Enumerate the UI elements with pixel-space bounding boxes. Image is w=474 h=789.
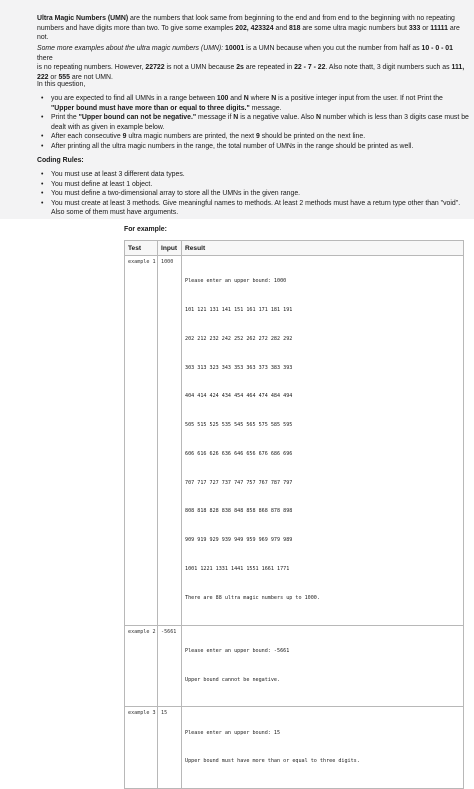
- problem-description: [0, 0, 474, 219]
- coding-rules-list: [37, 170, 469, 218]
- test-cell: example 1: [125, 256, 158, 626]
- test-cell: example 3: [125, 707, 158, 789]
- umn-term: Ultra Magic Numbers (UMN): [37, 15, 129, 22]
- list-item: • You must define a two-dimensional array to store all the UMNs in the given range.: [37, 189, 469, 199]
- table-row: [125, 625, 464, 707]
- column-header-test: Test: [125, 241, 158, 256]
- intro-paragraph-2: Some more examples about the ultra magic numbers (UMN): 10001 is a UMN because when you cut the number from half as 10 - 0 - 01 there is no repeating numbers. However, 22722 is not a UMN because 2s are repeated in 22 - 7 - 22. Also note thatt, 3 digit numbers such as 111, 222 or 555 are not UMN.: [37, 45, 465, 81]
- list-item: • you are expected to find all UMNs in a range between 100 and N where N is a positive integer input from the user. If not Print the "Upper bound must have more than or equal to three digits." message.: [37, 94, 469, 113]
- table-row: [125, 256, 464, 626]
- requirements-list: [37, 94, 469, 152]
- list-item: • After each consecutive 9 ultra magic numbers are printed, the next 9 should be printed on the next line.: [37, 132, 469, 142]
- column-header-result: Result: [182, 241, 464, 256]
- intro-paragraph-3: In this question,: [37, 81, 86, 88]
- coding-rules-title: Coding Rules:: [37, 157, 84, 164]
- result-cell: Please enter an upper bound: 1000 101 121 131 141 151 161 171 181 191 202 212 232 242 252 262 272 282 292 303 313 323 343 353 363 373 383 393 404 414 424 434 454 464 474 484 494 505 515 525 535 545 565 575 585 595 606 616 626 636 646 656 676 686 696 707 717 727 737 747 757 767 787 797 808 818 828 838 848 858 868 878 898 909 919 929 939 949 959 969 979 989 1001 1221 1331 1441 1551 1661 1771 There are 88 ultra magic numbers up to 1000.: [182, 256, 464, 626]
- table-row: [125, 707, 464, 789]
- input-cell: 1000: [158, 256, 182, 626]
- list-item: • You must create at least 3 methods. Give meaningful names to methods. At least 2 methods must have a return type other than "void". Also some of them must have arguments.: [37, 199, 469, 218]
- list-item: • After printing all the ultra magic numbers in the range, the total number of UMNs in the range should be printed as well.: [37, 142, 469, 152]
- table-header-row: [125, 241, 464, 256]
- test-cell: example 2: [125, 625, 158, 707]
- examples-title: For example:: [124, 226, 167, 233]
- list-item: • Print the "Upper bound can not be negative." message if N is a negative value. Also N number which is less than 3 digits case must be dealt with as given in example below.: [37, 113, 469, 132]
- result-cell: Please enter an upper bound: -5661 Upper bound cannot be negative.: [182, 625, 464, 707]
- result-cell: Please enter an upper bound: 15 Upper bound must have more than or equal to three digits.: [182, 707, 464, 789]
- list-item: • You must define at least 1 object.: [37, 180, 469, 190]
- input-cell: -5661: [158, 625, 182, 707]
- list-item: • You must use at least 3 different data types.: [37, 170, 469, 180]
- examples-table: [124, 240, 464, 789]
- input-cell: 15: [158, 707, 182, 789]
- column-header-input: Input: [158, 241, 182, 256]
- intro-paragraph-1: Ultra Magic Numbers (UMN) are the numbers that look same from beginning to the end and from end to the beginning with no repeating numbers and have digits more than two. To give some examples 202, 423324 and 818 are some ultra magic numbers but 333 or 11111 are not.: [37, 15, 460, 42]
